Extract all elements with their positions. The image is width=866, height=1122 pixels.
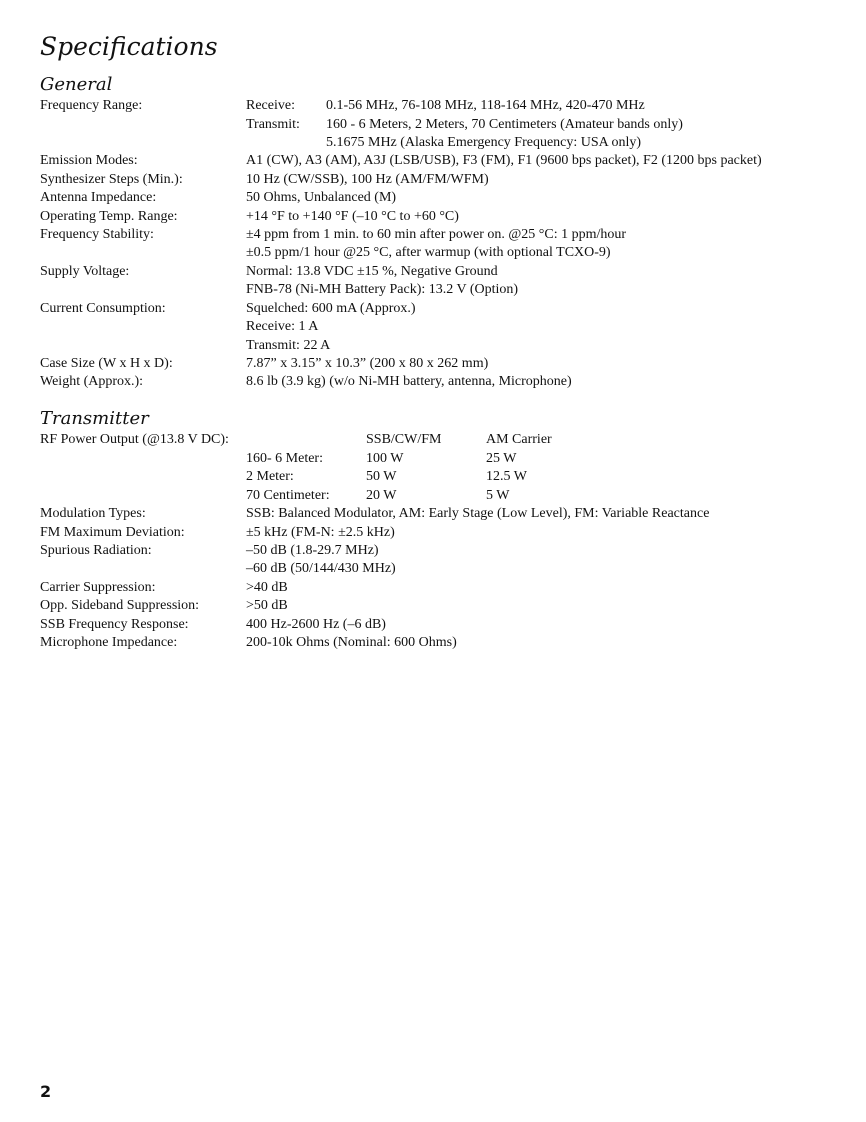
- spec-value: ±5 kHz (FM-N: ±2.5 kHz): [246, 525, 395, 540]
- page-number: 2: [40, 1082, 52, 1101]
- spec-value: ±4 ppm from 1 min. to 60 min after power on. @25 °C: 1 ppm/hour: [246, 227, 627, 242]
- column-header-ssb: SSB/CW/FM: [366, 432, 442, 447]
- band-label: 160- 6 Meter:: [246, 451, 323, 466]
- spec-value: SSB: Balanced Modulator, AM: Early Stage (Low Level), FM: Variable Reactance: [246, 506, 710, 521]
- spec-value: +14 °F to +140 °F (–10 °C to +60 °C): [246, 209, 459, 224]
- spec-value: A1 (CW), A3 (AM), A3J (LSB/USB), F3 (FM), F1 (9600 bps packet), F2 (1200 bps packet): [246, 153, 762, 168]
- am-power: 12.5 W: [486, 469, 527, 484]
- spec-value: Normal: 13.8 VDC ±15 %, Negative Ground: [246, 264, 498, 279]
- section-heading-general: General: [40, 74, 113, 95]
- ssb-power: 50 W: [366, 469, 397, 484]
- ssb-power: 100 W: [366, 451, 404, 466]
- spec-label: Carrier Suppression:: [40, 580, 156, 595]
- spec-value: Receive: 1 A: [246, 319, 319, 334]
- spec-value: 10 Hz (CW/SSB), 100 Hz (AM/FM/WFM): [246, 172, 489, 187]
- am-power: 5 W: [486, 488, 510, 503]
- band-label: 70 Centimeter:: [246, 488, 330, 503]
- am-power: 25 W: [486, 451, 517, 466]
- spec-value: –60 dB (50/144/430 MHz): [246, 561, 396, 576]
- spec-value: >50 dB: [246, 598, 288, 613]
- spec-label: Case Size (W x H x D):: [40, 356, 173, 371]
- spec-value: ±0.5 ppm/1 hour @25 °C, after warmup (with optional TCXO-9): [246, 245, 611, 260]
- ssb-power: 20 W: [366, 488, 397, 503]
- spec-value: 200-10k Ohms (Nominal: 600 Ohms): [246, 635, 457, 650]
- spec-label: Antenna Impedance:: [40, 190, 157, 205]
- spec-value: 160 - 6 Meters, 2 Meters, 70 Centimeters (Amateur bands only): [326, 117, 683, 132]
- spec-sublabel: Receive:: [246, 98, 295, 113]
- spec-label: Operating Temp. Range:: [40, 209, 178, 224]
- spec-label: Emission Modes:: [40, 153, 138, 168]
- spec-label: Current Consumption:: [40, 301, 166, 316]
- band-label: 2 Meter:: [246, 469, 294, 484]
- spec-label: FM Maximum Deviation:: [40, 525, 185, 540]
- spec-label: Supply Voltage:: [40, 264, 130, 279]
- spec-value: 5.1675 MHz (Alaska Emergency Frequency: USA only): [326, 135, 642, 150]
- spec-value: >40 dB: [246, 580, 288, 595]
- spec-label: Spurious Radiation:: [40, 543, 152, 558]
- spec-sublabel: Transmit:: [246, 117, 300, 132]
- spec-value: Transmit: 22 A: [246, 338, 331, 353]
- spec-label: Frequency Stability:: [40, 227, 154, 242]
- spec-value: FNB-78 (Ni-MH Battery Pack): 13.2 V (Option): [246, 282, 519, 297]
- spec-value: 400 Hz-2600 Hz (–6 dB): [246, 617, 386, 632]
- spec-label: Frequency Range:: [40, 98, 143, 113]
- spec-value: –50 dB (1.8-29.7 MHz): [246, 543, 379, 558]
- column-header-am: AM Carrier: [486, 432, 552, 447]
- spec-label: Weight (Approx.):: [40, 374, 144, 389]
- spec-value: 7.87” x 3.15” x 10.3” (200 x 80 x 262 mm): [246, 356, 489, 371]
- page-title: Specifications: [40, 32, 218, 61]
- spec-value: Squelched: 600 mA (Approx.): [246, 301, 416, 316]
- spec-label: Opp. Sideband Suppression:: [40, 598, 200, 613]
- spec-label: Microphone Impedance:: [40, 635, 178, 650]
- section-heading-transmitter: Transmitter: [40, 408, 149, 429]
- spec-label: RF Power Output (@13.8 V DC):: [40, 432, 229, 447]
- spec-label: Synthesizer Steps (Min.):: [40, 172, 183, 187]
- spec-value: 8.6 lb (3.9 kg) (w/o Ni-MH battery, antenna, Microphone): [246, 374, 572, 389]
- spec-label: Modulation Types:: [40, 506, 146, 521]
- spec-value: 0.1-56 MHz, 76-108 MHz, 118-164 MHz, 420-470 MHz: [326, 98, 645, 113]
- spec-value: 50 Ohms, Unbalanced (M): [246, 190, 397, 205]
- spec-label: SSB Frequency Response:: [40, 617, 189, 632]
